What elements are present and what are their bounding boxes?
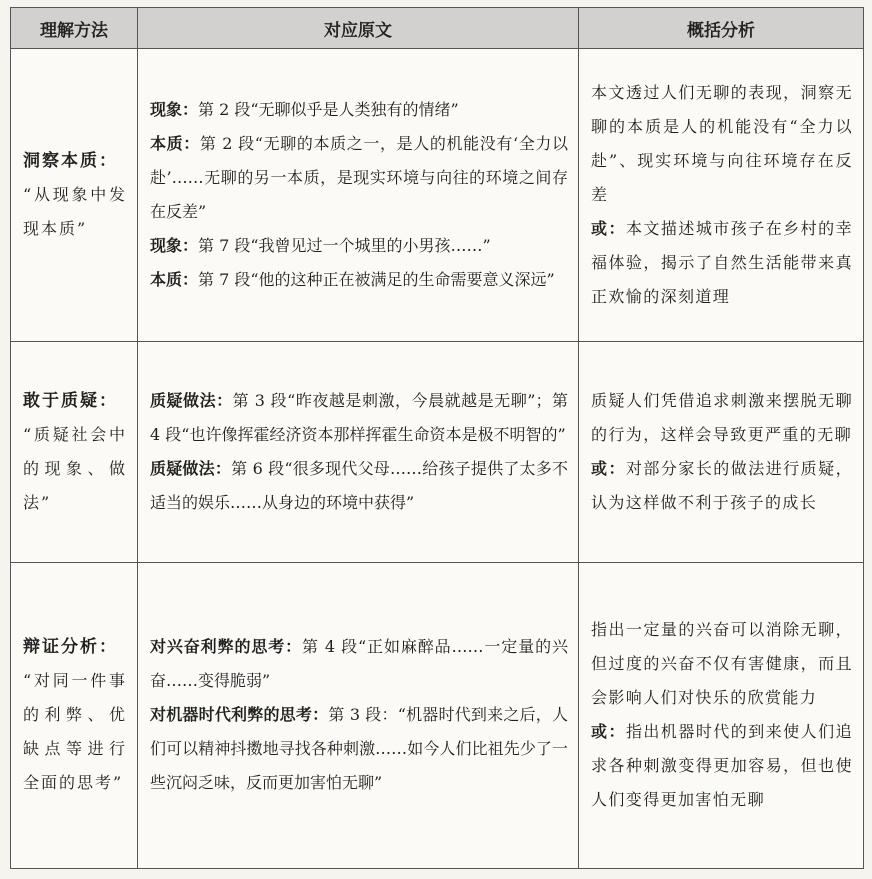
entry-tag: 或： bbox=[591, 219, 626, 239]
method-description: “从现象中发现本质” bbox=[23, 185, 127, 239]
entry-tag: 质疑做法： bbox=[150, 458, 232, 478]
original-entry bbox=[150, 384, 568, 452]
entry-text: 第 4 段“正如麻醉品……一定量的兴奋……变得脆弱” bbox=[150, 637, 568, 691]
summary-cell bbox=[579, 342, 864, 563]
summary-entry bbox=[591, 76, 853, 212]
entry-tag: 现象： bbox=[150, 100, 199, 120]
entry-text: 第 3 段“昨夜越是刺激，今晨就越是无聊”；第 4 段“也许像挥霍经济资本那样挥霍生命资本是极不明智的” bbox=[150, 390, 568, 444]
original-entry bbox=[150, 698, 568, 800]
entry-text: 第 6 段“很多现代父母……给孩子提供了太多不适当的娱乐……从身边的环境中获得” bbox=[150, 458, 568, 512]
entry-text: 第 2 段“无聊似乎是人类独有的情绪” bbox=[198, 100, 459, 120]
summary-entry bbox=[591, 715, 853, 817]
entry-text: 质疑人们凭借追求刺激来摆脱无聊的行为，这样会导致更严重的无聊 bbox=[591, 390, 853, 444]
entry-tag: 对机器时代利弊的思考： bbox=[150, 705, 329, 725]
header-row bbox=[11, 8, 864, 49]
entry-text: 本文描述城市孩子在乡村的幸福体验，揭示了自然生活能带来真正欢愉的深刻道理 bbox=[591, 219, 853, 307]
header-summary: 概括分析 bbox=[579, 8, 864, 49]
summary-cell bbox=[579, 562, 864, 868]
table-row bbox=[11, 562, 864, 868]
entry-tag: 现象： bbox=[150, 236, 199, 256]
table-row bbox=[11, 49, 864, 342]
entry-tag: 质疑做法： bbox=[150, 390, 233, 410]
summary-entry bbox=[591, 384, 853, 452]
original-entry bbox=[150, 263, 568, 297]
entry-tag: 或： bbox=[591, 722, 626, 742]
original-entry bbox=[150, 93, 568, 127]
summary-cell bbox=[579, 49, 864, 342]
entry-text: 指出机器时代的到来使人们追求各种刺激变得更加容易，但也使人们变得更加害怕无聊 bbox=[591, 722, 853, 810]
original-entry bbox=[150, 452, 568, 520]
original-entry bbox=[150, 229, 568, 263]
summary-entry bbox=[591, 452, 853, 520]
entry-tag: 或： bbox=[591, 458, 626, 478]
header-original-text: 对应原文 bbox=[138, 8, 579, 49]
entry-text: 第 7 段“我曾见过一个城里的小男孩……” bbox=[198, 236, 491, 256]
entry-text: 第 7 段“他的这种正在被满足的生命需要意义深远” bbox=[198, 270, 555, 290]
method-cell bbox=[11, 342, 138, 563]
original-text-cell bbox=[138, 49, 579, 342]
reading-method-table bbox=[10, 7, 864, 869]
entry-tag: 对兴奋利弊的思考： bbox=[150, 637, 303, 657]
original-text-cell bbox=[138, 342, 579, 563]
method-name: 辩证分析： bbox=[23, 637, 118, 658]
entry-text: 对部分家长的做法进行质疑，认为这样做不利于孩子的成长 bbox=[591, 458, 853, 512]
entry-text: 本文透过人们无聊的表现，洞察无聊的本质是人的机能没有“全力以赴”、现实环境与向往环境存在反差 bbox=[591, 83, 853, 205]
table-row bbox=[11, 342, 864, 563]
summary-entry bbox=[591, 613, 853, 715]
entry-text: 第 3 段：“机器时代到来之后，人们可以精神抖擞地寻找各种刺激……如今人们比祖先少了一些沉闷乏味，反而更加害怕无聊” bbox=[150, 705, 568, 793]
original-text-cell bbox=[138, 562, 579, 868]
original-entry bbox=[150, 630, 568, 698]
method-description: “质疑社会中的现象、做法” bbox=[23, 424, 127, 512]
header-method: 理解方法 bbox=[11, 8, 138, 49]
method-description: “对同一件事的利弊、优缺点等进行全面的思考” bbox=[23, 671, 127, 793]
method-cell bbox=[11, 49, 138, 342]
method-cell bbox=[11, 562, 138, 868]
method-name: 洞察本质： bbox=[23, 151, 118, 172]
entry-tag: 本质： bbox=[150, 270, 199, 290]
entry-tag: 本质： bbox=[150, 134, 200, 154]
entry-text: 指出一定量的兴奋可以消除无聊，但过度的兴奋不仅有害健康，而且会影响人们对快乐的欣赏能力 bbox=[591, 620, 853, 708]
summary-entry bbox=[591, 212, 853, 314]
method-name: 敢于质疑： bbox=[23, 390, 118, 411]
entry-text: 第 2 段“无聊的本质之一，是人的机能没有‘全力以赴’……无聊的另一本质，是现实环境与向往的环境之间存在反差” bbox=[150, 134, 568, 222]
original-entry bbox=[150, 127, 568, 229]
